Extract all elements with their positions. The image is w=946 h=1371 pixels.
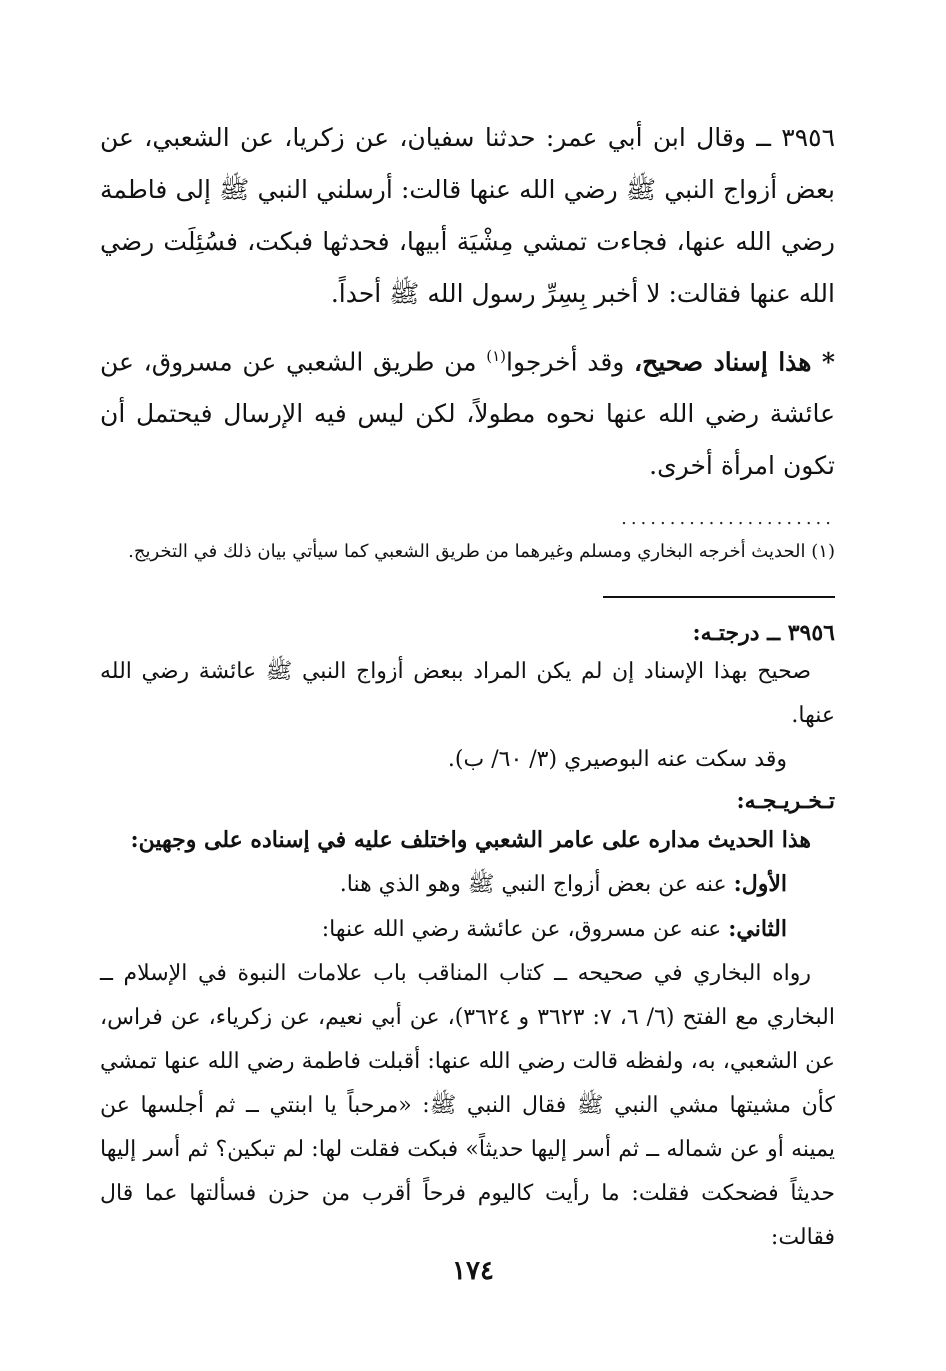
isnad-text: وقد أخرجوا	[506, 347, 635, 377]
degree-text: صحيح بهذا الإسناد إن لم يكن المراد ببعض أزواج النبي ﷺ عائشة رضي الله عنها.	[100, 659, 835, 729]
section-rule	[603, 596, 835, 598]
second-way	[100, 907, 835, 952]
footnote: (١) الحديث أخرجه البخاري ومسلم وغيرهما من طريق الشعبي كما سيأتي بيان ذلك في التخريج.	[128, 541, 835, 563]
second-way-label: الثاني:	[728, 916, 787, 943]
degree-heading: ٣٩٥٦ ــ درجتـه:	[692, 620, 835, 647]
busiri-note: وقد سكت عنه البوصيري (٣/ ٦٠/ ب).	[447, 747, 787, 773]
footnote-separator: ......................	[621, 508, 835, 530]
takhrij-heading: تـخـريـجـه:	[736, 788, 835, 815]
footnote-marker: (١)	[486, 347, 507, 365]
hadith-paragraph: ٣٩٥٦ ــ وقال ابن أبي عمر: حدثنا سفيان، عن زكريا، عن الشعبي، عن بعض أزواج النبي ﷺ رضي الله عنها قالت: أرسلني النبي ﷺ إلى فاطمة رضي الله عنها، فجاءت تمشي مِشْيَة أبيها، فحدثها فبكت، فسُئِلَت رضي الله عنها فقالت: لا أخبر بِسِرِّ رسول الله ﷺ أحداً.	[100, 123, 835, 308]
page-body	[100, 112, 835, 1260]
page-number: ١٧٤	[452, 1256, 494, 1286]
second-way-text: عنه عن مسروق، عن عائشة رضي الله عنها:	[321, 917, 729, 943]
isnad-verdict: * هذا إسناد صحيح،	[634, 347, 835, 377]
takhrij-intro: هذا الحديث مداره على عامر الشعبي واختلف عليه في إسناده على وجهين:	[130, 827, 811, 854]
isnad-paragraph	[100, 330, 835, 492]
isnad-rest: من طريق الشعبي عن مسروق، عن عائشة رضي الله عنها نحوه مطولاً، لكن ليس فيه الإرسال فيحتمل أن تكون امرأة أخرى.	[100, 347, 835, 481]
first-way-text: عنه عن بعض أزواج النبي ﷺ وهو الذي هنا.	[339, 872, 734, 898]
first-way	[100, 862, 835, 907]
first-way-label: الأول:	[733, 871, 787, 898]
takhrij-paragraph: رواه البخاري في صحيحه ــ كتاب المناقب باب علامات النبوة في الإسلام ــ البخاري مع الفتح (٦/ ٦، ٧: ٣٦٢٣ و ٣٦٢٤)، عن أبي نعيم، عن زكرياء، عن فراس، عن الشعبي، به، ولفظه قالت رضي الله عنها: أقبلت فاطمة رضي الله عنها تمشي كأن مشيتها مشي النبي ﷺ فقال النبي ﷺ: «مرحباً يا ابنتي ــ ثم أجلسها عن يمينه أو عن شماله ــ ثم أسر إليها حديثاً» فبكت فقلت لها: لم تبكين؟ ثم أسر إليها حديثاً فضحكت فقلت: ما رأيت كاليوم فرحاً أقرب من حزن فسألتها عما قال فقالت:	[100, 961, 835, 1251]
